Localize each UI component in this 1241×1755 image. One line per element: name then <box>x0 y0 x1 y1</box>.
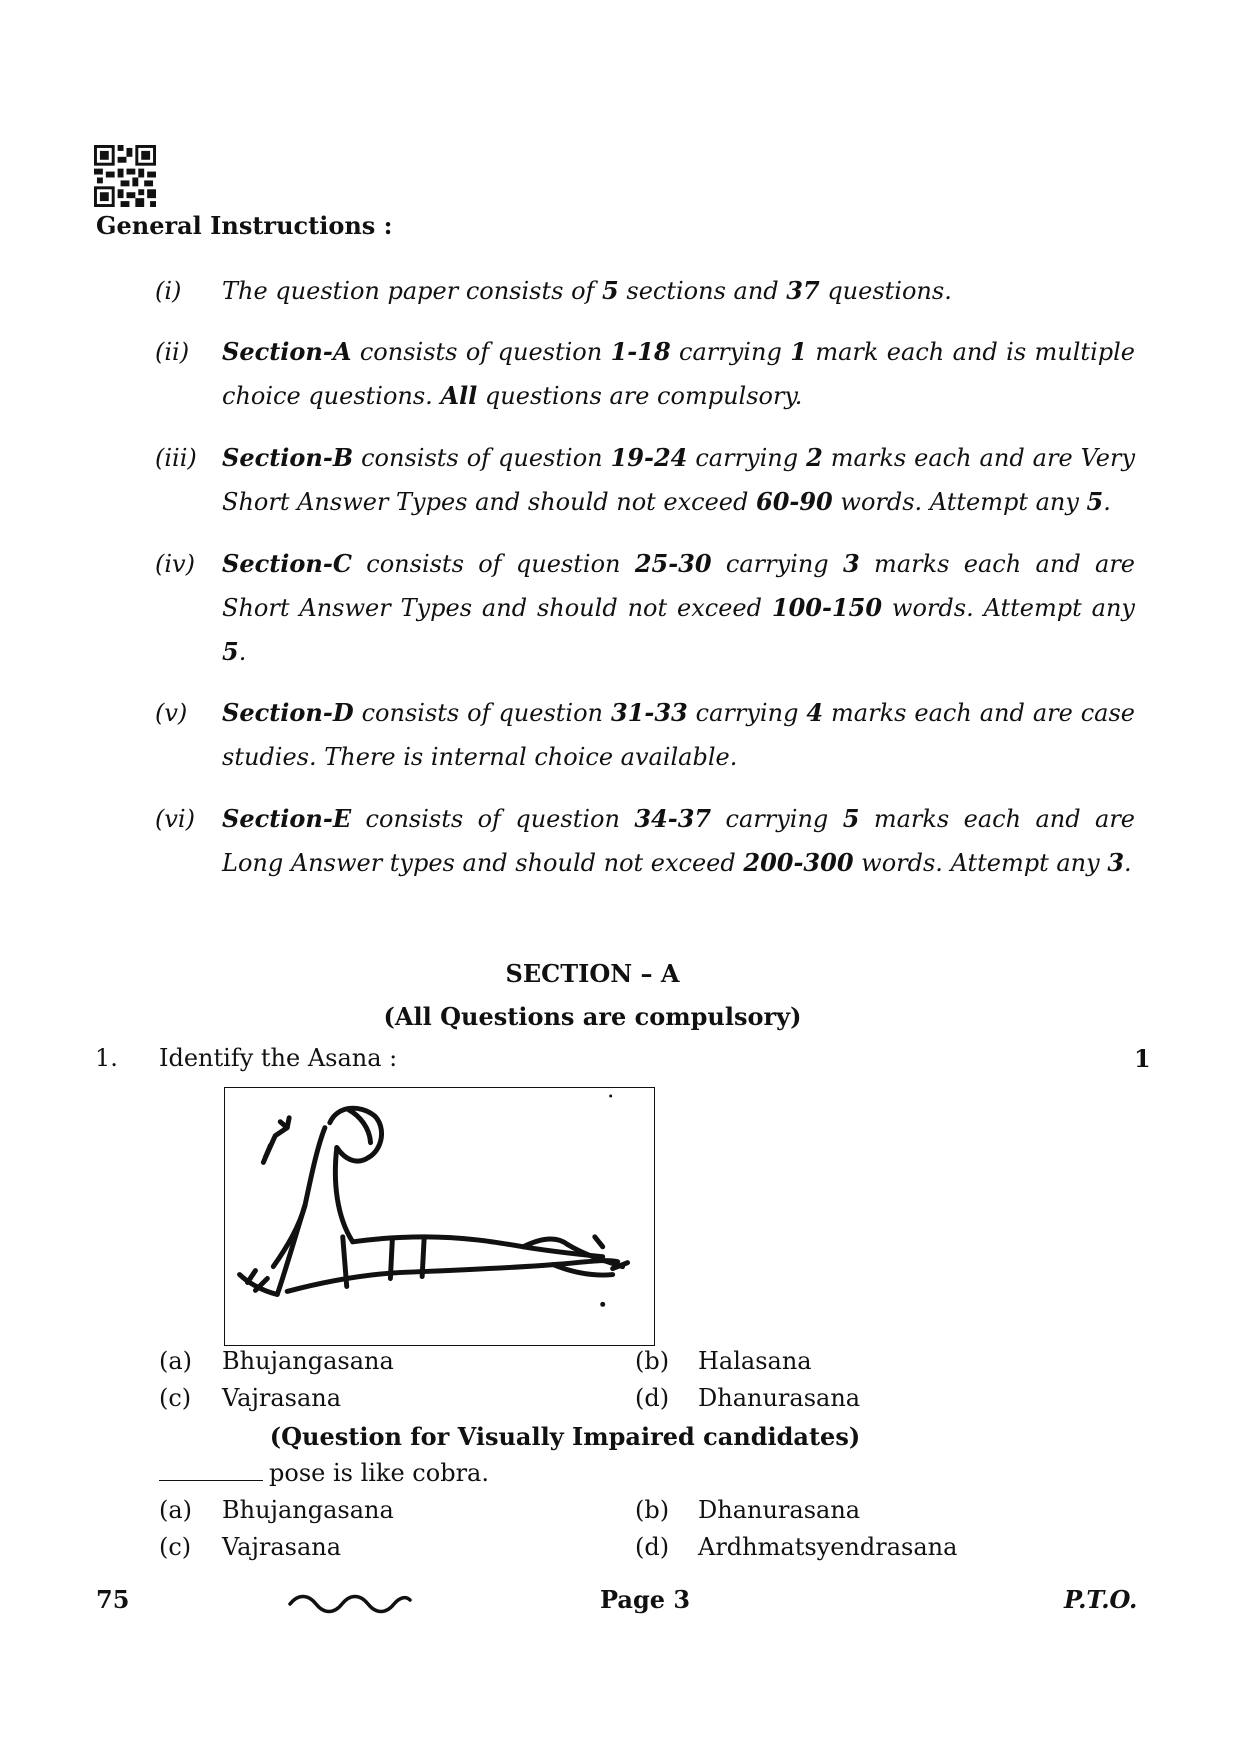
option-label: (d) <box>635 1533 670 1561</box>
instruction-emphasis: 1 <box>790 337 807 366</box>
instruction-text <box>222 330 1135 418</box>
instruction-emphasis: 3 <box>1107 848 1125 877</box>
option-text: Ardhmatsyendrasana <box>698 1533 958 1561</box>
instruction-number: (v) <box>155 699 188 727</box>
asana-figure-illustration <box>224 1087 655 1346</box>
instruction-fragment: consists of question <box>351 550 635 578</box>
option-label: (a) <box>159 1496 193 1524</box>
instruction-text <box>222 691 1135 779</box>
vi-question-text <box>159 1459 489 1487</box>
option-label: (c) <box>159 1533 192 1561</box>
question-marks: 1 <box>1134 1044 1151 1073</box>
instruction-emphasis: 5 <box>222 637 239 666</box>
footer-page-number: Page 3 <box>600 1585 691 1614</box>
instruction-text <box>222 436 1135 524</box>
instruction-emphasis: 19-24 <box>610 443 688 472</box>
instruction-emphasis: 5 <box>602 276 619 305</box>
instruction-fragment: marks each and are Long Answer types and should not exceed <box>222 805 1136 877</box>
instruction-emphasis: Section-B <box>222 443 354 472</box>
instruction-item <box>155 797 1135 885</box>
instruction-emphasis: 4 <box>806 698 824 727</box>
instruction-item <box>155 691 1135 779</box>
instruction-text <box>222 269 1135 313</box>
instruction-fragment: words. Attempt any <box>832 488 1087 516</box>
answer-blank <box>159 1480 263 1481</box>
instruction-number: (iv) <box>155 550 195 578</box>
instruction-emphasis: 3 <box>843 549 860 578</box>
instruction-emphasis: 34-37 <box>634 804 712 833</box>
vi-question-heading: (Question for Visually Impaired candidates) <box>269 1422 861 1451</box>
question-number: 1. <box>95 1044 118 1072</box>
instruction-emphasis: 1-18 <box>610 337 671 366</box>
option-text: Halasana <box>698 1347 812 1375</box>
option-text: Vajrasana <box>222 1533 342 1561</box>
instruction-emphasis: All <box>440 381 478 410</box>
option-text: Bhujangasana <box>222 1347 394 1375</box>
instruction-fragment: questions. <box>819 277 952 305</box>
instruction-fragment: consists of question <box>351 805 635 833</box>
instruction-fragment: . <box>1124 849 1132 877</box>
instruction-emphasis: 25-30 <box>634 549 712 578</box>
instruction-item <box>155 436 1135 524</box>
instruction-text <box>222 542 1135 674</box>
instruction-item <box>155 269 1135 313</box>
instruction-fragment: mark each and is multiple choice questions. <box>222 338 1135 410</box>
instruction-number: (iii) <box>155 444 197 472</box>
instruction-fragment: words. Attempt any <box>853 849 1108 877</box>
option-label: (b) <box>635 1347 670 1375</box>
option-label: (c) <box>159 1384 192 1412</box>
instruction-text <box>222 797 1135 885</box>
instruction-fragment: . <box>238 638 247 666</box>
instruction-fragment: carrying <box>687 699 807 727</box>
instruction-fragment: consists of question <box>353 444 611 472</box>
squiggle-mark-icon <box>288 1592 412 1616</box>
instruction-fragment: marks each and are Short Answer Types and should not exceed <box>222 550 1135 622</box>
instruction-item <box>155 330 1135 418</box>
instruction-fragment: . <box>1103 488 1111 516</box>
general-instructions-heading: General Instructions : <box>96 211 393 240</box>
option-text: Bhujangasana <box>222 1496 394 1524</box>
instruction-emphasis: 200-300 <box>743 848 854 877</box>
instruction-fragment: carrying <box>687 444 807 472</box>
instruction-emphasis: 60-90 <box>756 487 833 516</box>
instruction-emphasis: Section-E <box>222 804 352 833</box>
instruction-fragment: marks each and are Very Short Answer Types and should not exceed <box>222 444 1136 516</box>
instruction-number: (ii) <box>155 338 190 366</box>
instruction-emphasis: 37 <box>786 276 820 305</box>
section-a-title: SECTION – A <box>505 959 680 988</box>
instruction-fragment: carrying <box>711 550 844 578</box>
vi-question-text-content: pose is like cobra. <box>269 1459 489 1487</box>
option-label: (b) <box>635 1496 670 1524</box>
option-label: (d) <box>635 1384 670 1412</box>
option-text: Vajrasana <box>222 1384 342 1412</box>
instruction-emphasis: 5 <box>1086 487 1104 516</box>
qr-code-icon <box>93 145 157 207</box>
instruction-emphasis: Section-C <box>222 549 352 578</box>
instruction-number: (vi) <box>155 805 195 833</box>
instruction-emphasis: 31-33 <box>610 698 688 727</box>
option-text: Dhanurasana <box>698 1496 861 1524</box>
instruction-fragment: carrying <box>670 338 791 366</box>
instruction-fragment: consists of question <box>353 699 611 727</box>
instruction-fragment: The question paper consists of <box>222 277 603 305</box>
instruction-emphasis: 2 <box>806 443 823 472</box>
instruction-fragment: carrying <box>711 805 843 833</box>
instruction-emphasis: Section-A <box>222 337 352 366</box>
instruction-fragment: consists of question <box>351 338 611 366</box>
section-a-subtitle: (All Questions are compulsory) <box>383 1002 802 1031</box>
instruction-fragment: questions are compulsory. <box>477 382 803 410</box>
instruction-fragment: marks each and are case studies. There is internal choice available. <box>222 699 1136 771</box>
instruction-emphasis: 100-150 <box>771 593 883 622</box>
instruction-item <box>155 542 1135 674</box>
instruction-emphasis: Section-D <box>222 698 354 727</box>
instruction-number: (i) <box>155 277 182 305</box>
option-text: Dhanurasana <box>698 1384 861 1412</box>
instruction-emphasis: 5 <box>842 804 860 833</box>
option-label: (a) <box>159 1347 193 1375</box>
footer-code: 75 <box>96 1585 130 1614</box>
instruction-fragment: sections and <box>618 277 787 305</box>
question-text: Identify the Asana : <box>159 1044 398 1072</box>
footer-pto: P.T.O. <box>1064 1585 1138 1614</box>
instruction-fragment: words. Attempt any <box>882 594 1135 622</box>
